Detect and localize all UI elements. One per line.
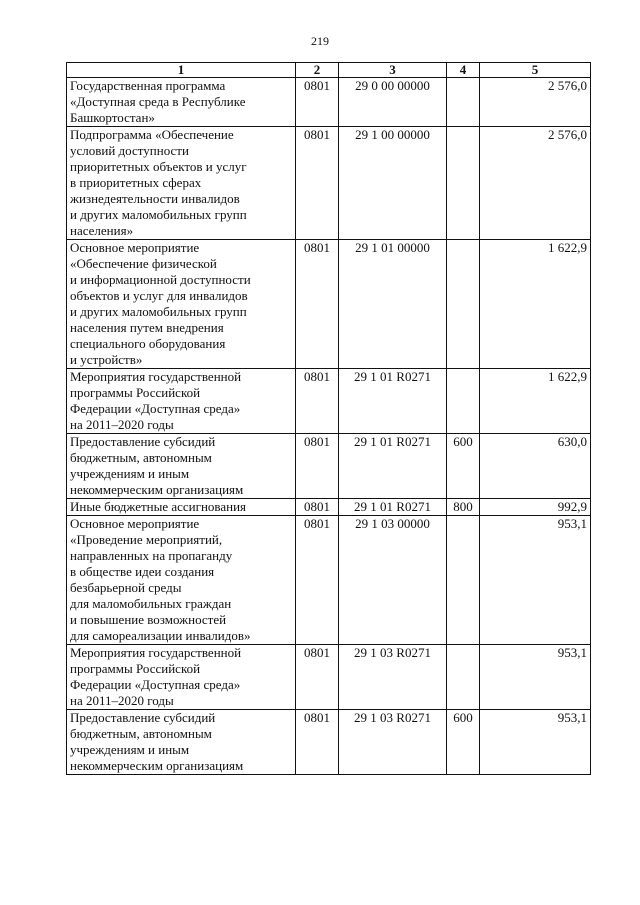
row-code-cell: 29 1 01 R0271 bbox=[339, 434, 447, 499]
row-name-cell: Основное мероприятие «Обеспечение физической и информационной доступности объектов и услуг для инвалидов и других маломобильных групп населения путем внедрения специального оборудования и устройств» bbox=[67, 240, 296, 369]
header-col-5: 5 bbox=[480, 63, 591, 78]
row-code-cell: 29 1 01 00000 bbox=[339, 240, 447, 369]
table-row bbox=[67, 434, 591, 499]
table-row bbox=[67, 127, 591, 240]
row-amount-cell: 953,1 bbox=[480, 645, 591, 710]
row-type-cell: 600 bbox=[447, 710, 480, 775]
row-type-cell bbox=[447, 645, 480, 710]
row-section-cell: 0801 bbox=[296, 516, 339, 645]
row-amount-cell: 992,9 bbox=[480, 499, 591, 516]
row-code-cell: 29 1 00 00000 bbox=[339, 127, 447, 240]
row-section-cell: 0801 bbox=[296, 645, 339, 710]
row-amount-cell: 2 576,0 bbox=[480, 127, 591, 240]
row-section-cell: 0801 bbox=[296, 369, 339, 434]
row-code-cell: 29 1 03 R0271 bbox=[339, 645, 447, 710]
header-row bbox=[67, 63, 591, 78]
row-name-cell: Иные бюджетные ассигнования bbox=[67, 499, 296, 516]
row-amount-cell: 1 622,9 bbox=[480, 240, 591, 369]
row-type-cell bbox=[447, 516, 480, 645]
table-row bbox=[67, 645, 591, 710]
row-type-cell: 600 bbox=[447, 434, 480, 499]
table-row bbox=[67, 710, 591, 775]
row-amount-cell: 630,0 bbox=[480, 434, 591, 499]
page-number: 219 bbox=[311, 34, 329, 48]
row-section-cell: 0801 bbox=[296, 240, 339, 369]
row-name-cell: Подпрограмма «Обеспечение условий доступности приоритетных объектов и услуг в приоритетных сферах жизнедеятельности инвалидов и других маломобильных групп населения» bbox=[67, 127, 296, 240]
table-header bbox=[67, 63, 591, 78]
row-section-cell: 0801 bbox=[296, 78, 339, 127]
table-row bbox=[67, 516, 591, 645]
row-type-cell bbox=[447, 78, 480, 127]
row-section-cell: 0801 bbox=[296, 499, 339, 516]
row-type-cell: 800 bbox=[447, 499, 480, 516]
header-col-3: 3 bbox=[339, 63, 447, 78]
row-name-cell: Предоставление субсидий бюджетным, автономным учреждениям и иным некоммерческим организациям bbox=[67, 710, 296, 775]
row-section-cell: 0801 bbox=[296, 710, 339, 775]
row-name-cell: Государственная программа «Доступная среда в Республике Башкортостан» bbox=[67, 78, 296, 127]
row-code-cell: 29 1 03 R0271 bbox=[339, 710, 447, 775]
row-name-cell: Мероприятия государственной программы Российской Федерации «Доступная среда» на 2011–2020 годы bbox=[67, 369, 296, 434]
table-row bbox=[67, 369, 591, 434]
row-name-cell: Мероприятия государственной программы Российской Федерации «Доступная среда» на 2011–2020 годы bbox=[67, 645, 296, 710]
row-section-cell: 0801 bbox=[296, 434, 339, 499]
row-code-cell: 29 0 00 00000 bbox=[339, 78, 447, 127]
row-code-cell: 29 1 01 R0271 bbox=[339, 369, 447, 434]
row-section-cell: 0801 bbox=[296, 127, 339, 240]
budget-table bbox=[66, 62, 591, 775]
row-name-cell: Предоставление субсидий бюджетным, автономным учреждениям и иным некоммерческим организациям bbox=[67, 434, 296, 499]
table-row bbox=[67, 499, 591, 516]
header-col-2: 2 bbox=[296, 63, 339, 78]
table-body bbox=[67, 78, 591, 775]
row-amount-cell: 953,1 bbox=[480, 710, 591, 775]
row-amount-cell: 2 576,0 bbox=[480, 78, 591, 127]
row-type-cell bbox=[447, 240, 480, 369]
row-type-cell bbox=[447, 127, 480, 240]
row-name-cell: Основное мероприятие «Проведение мероприятий, направленных на пропаганду в обществе идеи создания безбарьерной среды для маломобильных граждан и повышение возможностей для самореализации инвалидов» bbox=[67, 516, 296, 645]
row-code-cell: 29 1 01 R0271 bbox=[339, 499, 447, 516]
header-col-1: 1 bbox=[67, 63, 296, 78]
row-amount-cell: 1 622,9 bbox=[480, 369, 591, 434]
row-code-cell: 29 1 03 00000 bbox=[339, 516, 447, 645]
row-amount-cell: 953,1 bbox=[480, 516, 591, 645]
row-type-cell bbox=[447, 369, 480, 434]
header-col-4: 4 bbox=[447, 63, 480, 78]
table-row bbox=[67, 78, 591, 127]
table-row bbox=[67, 240, 591, 369]
